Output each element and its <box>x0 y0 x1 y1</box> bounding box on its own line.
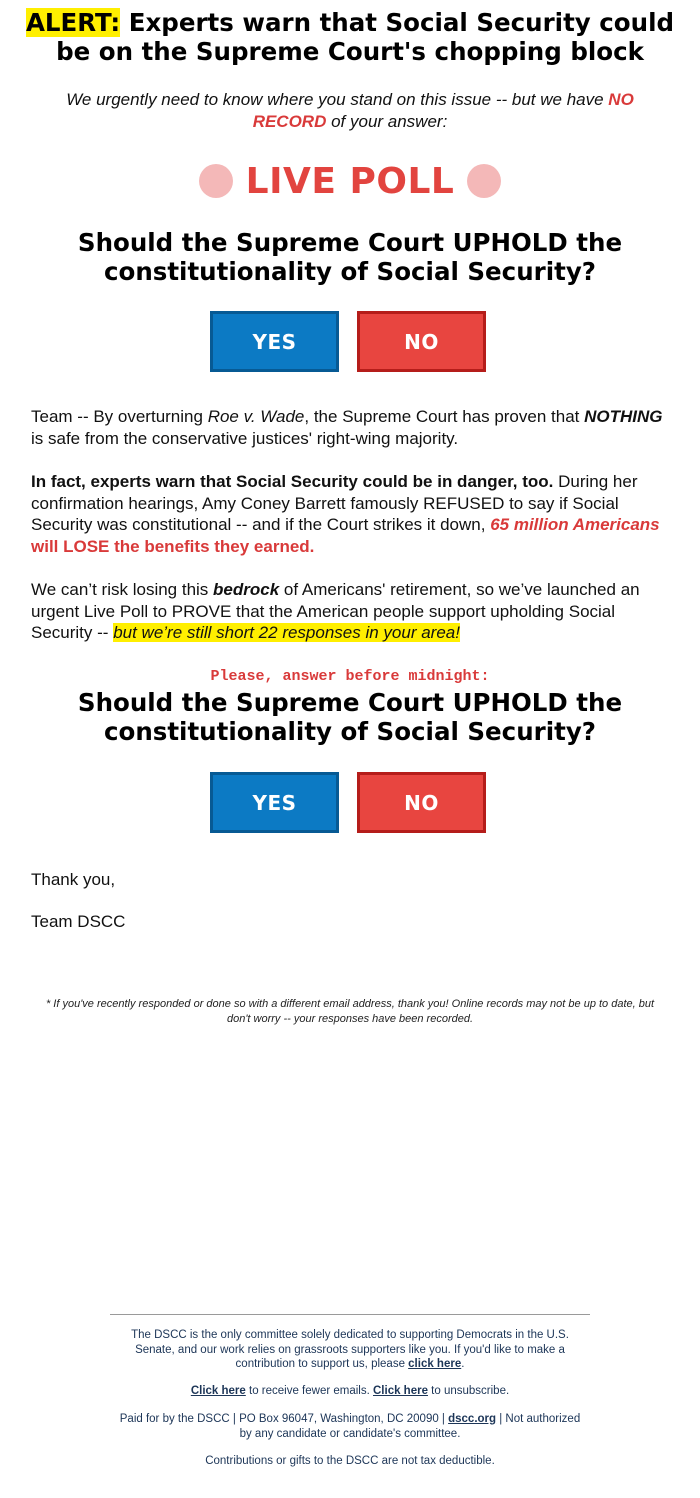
p1-text-a: Team -- By overturning <box>31 407 208 426</box>
unsubscribe-text: to unsubscribe. <box>427 1385 510 1397</box>
p3-text-a: We can’t risk losing this <box>31 580 214 599</box>
fewer-emails-link[interactable]: Click here <box>190 1385 246 1397</box>
footer-tax-note: Contributions or gifts to the DSCC are not tax deductible. <box>205 1455 495 1467</box>
thank-you: Thank you, <box>31 870 116 889</box>
headline <box>10 8 690 66</box>
midnight-deadline: Please, answer before midnight: <box>210 668 490 685</box>
roe-v-wade: Roe v. Wade <box>207 407 305 426</box>
body-paragraph-3 <box>31 579 671 644</box>
signature: Team DSCC <box>31 912 126 931</box>
live-poll-label: LIVE POLL <box>245 160 455 202</box>
live-poll-banner <box>0 156 700 206</box>
alert-label: ALERT: <box>25 8 121 37</box>
footer-about-text: The DSCC is the only committee solely dedicated to supporting Democrats in the U.S. Senate, and our work relies on grassroots supporters like you. If you'd like to make a contribution to support us, please <box>131 1329 569 1370</box>
65-million-text: 65 million Americans <box>490 515 660 534</box>
p2-text: During her confirmation hearings, Amy Coney Barrett famously REFUSED to say if Social Security was constitutional -- and if the Court strikes it down, <box>31 472 638 534</box>
body-paragraph-2 <box>31 471 671 557</box>
bedrock-text: bedrock <box>213 580 280 599</box>
nothing-text: NOTHING <box>584 407 663 426</box>
body-paragraph-1 <box>31 406 671 449</box>
footer-about-end: . <box>461 1358 465 1370</box>
poll-question: Should the Supreme Court UPHOLD the constitutionality of Social Security? <box>77 228 623 286</box>
dscc-site-link[interactable]: dscc.org <box>448 1413 497 1425</box>
support-link[interactable]: click here <box>408 1358 462 1370</box>
fine-print: * If you've recently responded or done so with a different email address, thank you! Online records may not be up to date, but don't worry -- your responses have been recorded. <box>45 998 655 1025</box>
p2-bold-text: In fact, experts warn that Social Security could be in danger, too. <box>31 472 554 491</box>
yes-button-2[interactable]: YES <box>210 772 339 833</box>
poll-question-repeat: Should the Supreme Court UPHOLD the constitutionality of Social Security? <box>77 688 623 746</box>
p1-text-b: , the Supreme Court has proven that <box>304 407 585 426</box>
live-dot-icon <box>467 164 501 198</box>
p3-text-b: of Americans' retirement, so we’ve launched an urgent Live Poll to PROVE that the American people support upholding Social Security -- <box>31 580 640 642</box>
footer-email-prefs <box>115 1384 585 1399</box>
footer-divider <box>110 1314 590 1315</box>
paid-for-text: Paid for by the DSCC | PO Box 96047, Washington, DC 20090 | <box>119 1413 449 1425</box>
highlighted-text: but we’re still short 22 responses in your area! <box>113 623 460 642</box>
lose-benefits-text: will LOSE the benefits they earned. <box>31 536 315 556</box>
paid-for-end: | Not authorized by any candidate or candidate's committee. <box>239 1413 581 1440</box>
p1-text-c: is safe from the conservative justices' right-wing majority. <box>31 428 459 448</box>
live-dot-icon <box>199 164 233 198</box>
footer-about <box>115 1328 585 1372</box>
unsubscribe-link[interactable]: Click here <box>373 1385 428 1397</box>
fewer-emails-text: to receive fewer emails. <box>245 1385 373 1397</box>
headline-text: Experts warn that Social Security could be on the Supreme Court's chopping block <box>56 8 675 66</box>
intro-text-after: of your answer: <box>326 112 448 131</box>
no-record-text: NO RECORD <box>252 90 634 131</box>
no-button[interactable]: NO <box>357 311 486 372</box>
footer-paid-for <box>115 1412 585 1441</box>
no-button-2[interactable]: NO <box>357 772 486 833</box>
intro-text <box>30 89 670 133</box>
intro-text-before: We urgently need to know where you stand on this issue -- but we have <box>66 90 609 109</box>
yes-button[interactable]: YES <box>210 311 339 372</box>
